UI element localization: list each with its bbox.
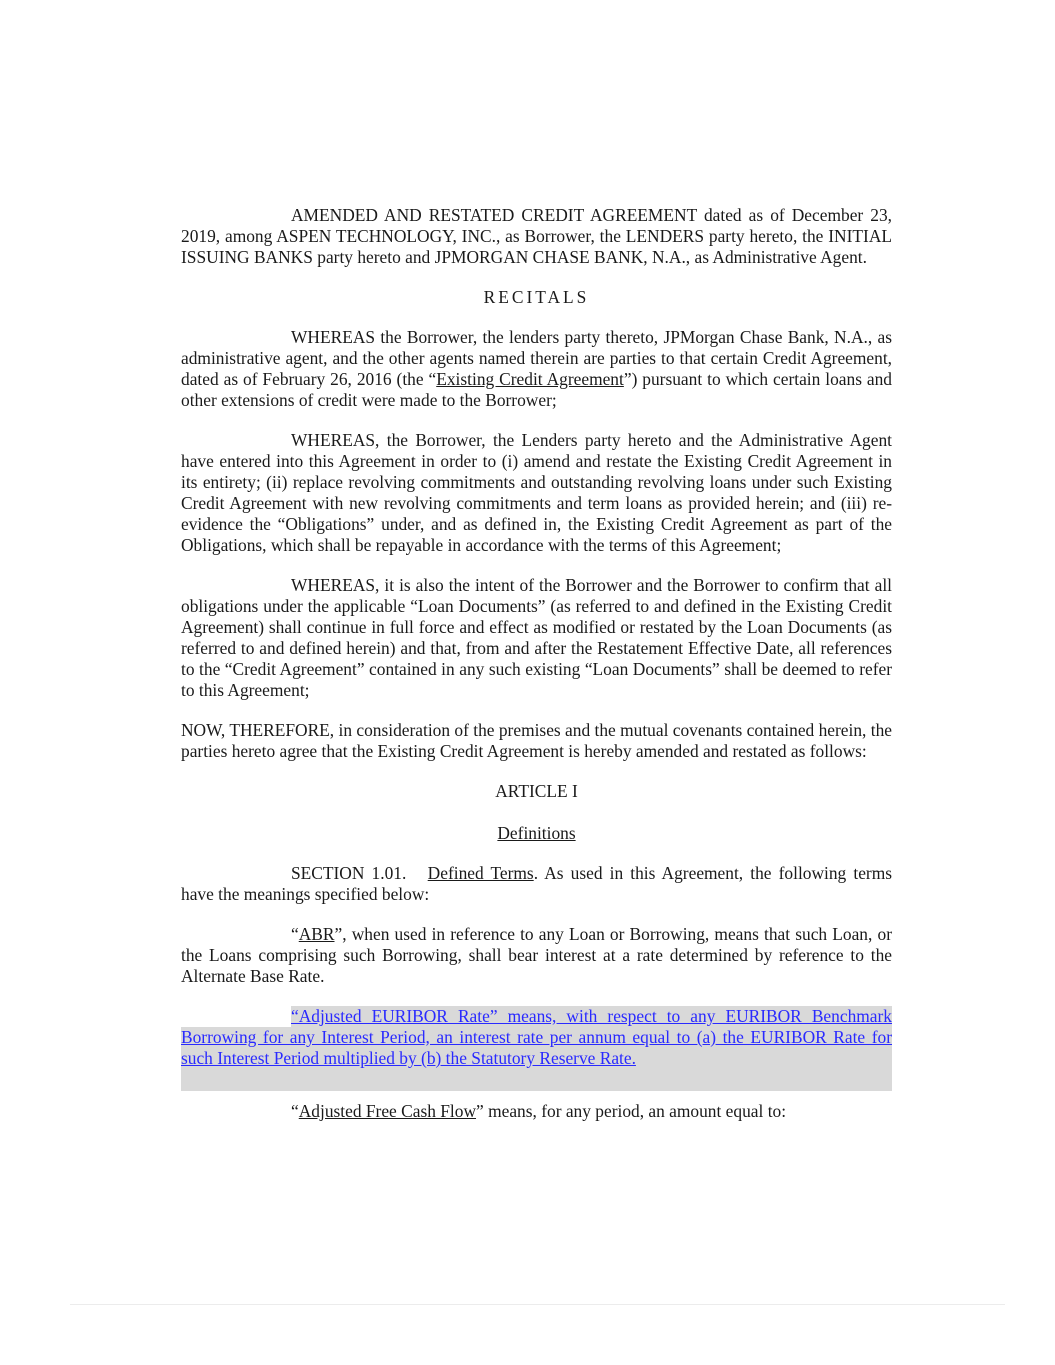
document-body [181, 205, 892, 1122]
article-heading: ARTICLE I [495, 781, 578, 801]
preamble-paragraph: AMENDED AND RESTATED CREDIT AGREEMENT dated as of December 23, 2019, among ASPEN TECHNOLOGY, INC., as Borrower, the LENDERS party hereto, the INITIAL ISSUING BANKS party hereto and JPMORGAN CHASE BANK, N.A., as Administrative Agent. [181, 205, 892, 267]
abr-text: ”, when used in reference to any Loan or Borrowing, means that such Loan, or the Loans comprising such Borrowing, shall bear interest at a rate determined by reference to the Alternate Base Rate. [181, 924, 892, 986]
section-title: Defined Terms [427, 863, 534, 883]
page-footer-rule [70, 1304, 1005, 1305]
definition-adjusted-euribor-rate[interactable]: “Adjusted EURIBOR Rate” means, with respect to any EURIBOR Benchmark Borrowing for any Interest Period, an interest rate per annum equal to (a) the EURIBOR Rate for such Interest Period multiplied by (b) the Statutory Reserve Rate. [181, 1006, 892, 1068]
abr-term: ABR [298, 924, 335, 944]
definitions-heading: Definitions [497, 823, 576, 843]
afcf-text: ” means, for any period, an amount equal to: [476, 1101, 787, 1121]
now-therefore-paragraph: NOW, THEREFORE, in consideration of the premises and the mutual covenants contained herein, the parties hereto agree that the Existing Credit Agreement is hereby amended and restated as follows: [181, 720, 892, 761]
recital-paragraph-1 [181, 327, 892, 411]
definition-abr [181, 924, 892, 987]
section-number: SECTION 1.01. [291, 863, 407, 883]
definition-adjusted-free-cash-flow [181, 1101, 892, 1122]
inserted-definition-highlight [181, 1006, 892, 1091]
afcf-open-quote: “ [291, 1101, 299, 1121]
recital-1-text-before: WHEREAS the Borrower, the lenders party thereto, JPMorgan Chase Bank, N.A., as administrative agent, and the other agents named therein are parties to that certain Credit Agreement, dated as of February 26, 2016 (the “ [181, 327, 892, 389]
recital-paragraph-3: WHEREAS, it is also the intent of the Borrower and the Borrower to confirm that all obligations under the applicable “Loan Documents” (as referred to and defined in the Existing Credit Agreement) shall continue in full force and effect as modified or restated by the Loan Documents (as referred to and defined herein) and that, from and after the Restatement Effective Date, all references to the “Credit Agreement” contained in any such existing “Loan Documents” shall be deemed to refer to this Agreement; [181, 575, 892, 700]
section-text: . As used in this Agreement, the following terms have the meanings specified below: [181, 863, 892, 904]
recitals-heading: RECITALS [483, 287, 590, 307]
section-1-01-paragraph [181, 863, 892, 905]
abr-open-quote: “ [291, 924, 299, 944]
existing-credit-agreement-term: Existing Credit Agreement [436, 369, 624, 389]
afcf-term: Adjusted Free Cash Flow [298, 1101, 477, 1121]
recital-1-text-after: ”) pursuant to which certain loans and other extensions of credit were made to the Borrower; [181, 369, 893, 410]
recital-paragraph-2: WHEREAS, the Borrower, the Lenders party hereto and the Administrative Agent have entered into this Agreement in order to (i) amend and restate the Existing Credit Agreement in its entirety; (ii) replace revolving commitments and outstanding revolving loans under such Existing Credit Agreement with new revolving commitments and term loans as provided herein; and (iii) re-evidence the “Obligations” under, and as defined in, the Existing Credit Agreement as part of the Obligations, which shall be repayable in accordance with the terms of this Agreement; [181, 430, 892, 555]
